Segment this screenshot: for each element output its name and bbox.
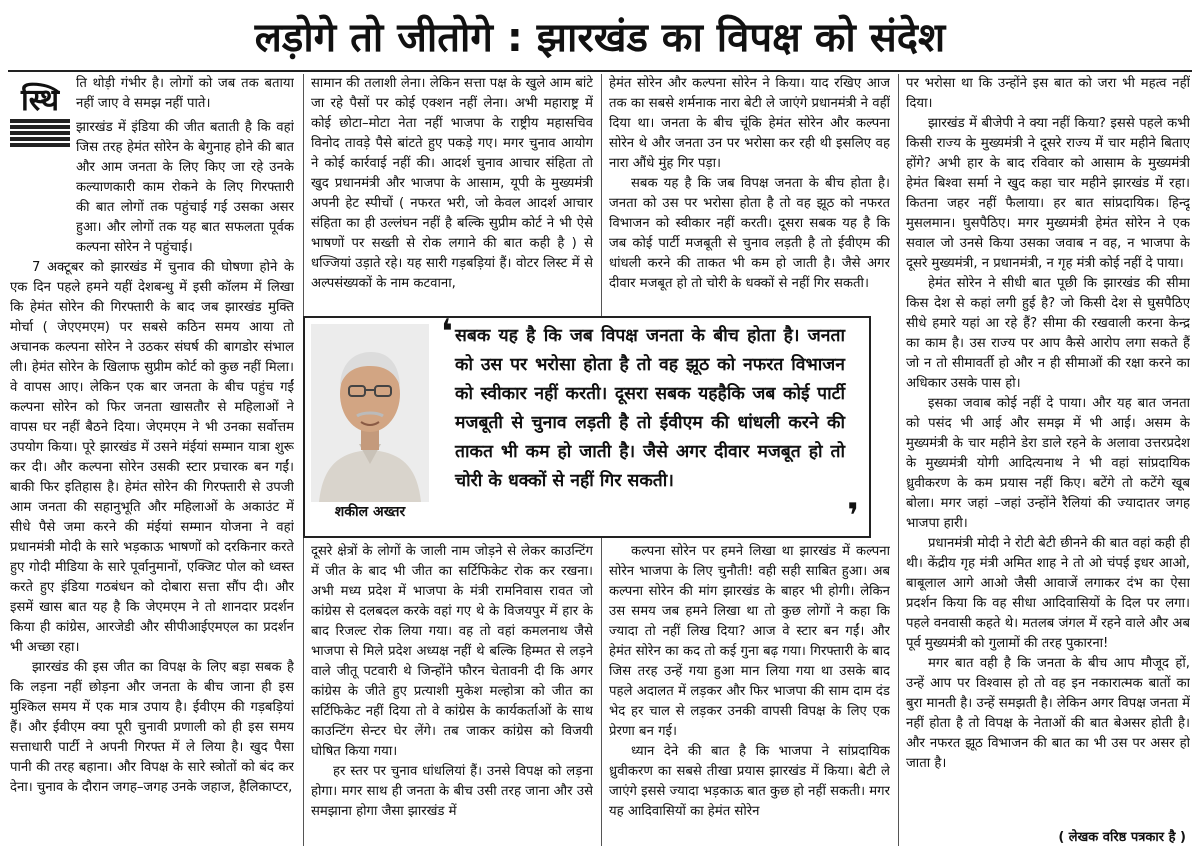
paragraph: इसका जवाब कोई नहीं दे पाया। और यह बात जनता को पसंद भी आई और समझ में भी आई। असम के मुख्यमंत्री के चार महीने डेरा डाले रहने के अलावा उत्तरप्रदेश के मुख्यमंत्री योगी आदित्यनाथ ने भी वहां सांप्रदायिक ध्रुवीकरण के कम प्रयास नहीं किए। बटेंगे तो कटेंगे खूब बोला। मगर जहां –जहां उन्होंने रैलियां की ज्यादातर जगह भाजपा हारी। xyxy=(906,396,1190,531)
author-byline: ( लेखक वरिष्ठ पत्रकार है ) xyxy=(1058,830,1186,845)
paragraph: झारखंड की इस जीत का विपक्ष के लिए बड़ा सबक है कि लड़ना नहीं छोड़ना और जनता के बीच जाना ही इस मुश्किल समय में एक मात्र उपाय है। ईवीएम की गड़बड़ियां हैं। और ईवीएम क्या पूरी चुनावी प्रणाली को ही इस समय सत्ताधारी पार्टी ने अपनी गिरफ्त में ले लिया है। खुद पैसा पानी की तरह बहाना। और विपक्ष के सारे स्त्रोतों को बंद कर देना। चुनाव के दौरान जगह–जगह उनके जहाज, हैलिकाप्टर, xyxy=(10,660,294,795)
paragraph: ति थोड़ी गंभीर है। लोगों को जब तक बताया नहीं जाए वे समझ नहीं पाते। xyxy=(76,76,294,111)
close-quote-icon: ❜ xyxy=(847,496,859,536)
author-name: शकील अख्तर xyxy=(334,504,406,520)
paragraph: पर भरोसा था कि उन्होंने इस बात को जरा भी महत्व नहीं दिया। xyxy=(906,76,1190,111)
column-2-bottom xyxy=(311,542,593,848)
paragraph: हर स्तर पर चुनाव धांधलियां हैं। उनसे विपक्ष को लड़ना होगा। मगर साथ ही जनता के बीच उसी तरह जाना और उसे समझाना होगा जैसा झारखंड में xyxy=(311,764,593,819)
paragraph: हेमंत सोरेन ने सीधी बात पूछी कि झारखंड की सीमा किस देश से कहां लगी हुई है? जो किसी देश से घुसपैठिए सीधे हमारे यहां आ रहे हैं? सीमा की रखवाली करना केन्द्र का काम है। उस राज्य पर आप कैसे आरोप लगा सकते हैं जो न तो सीमावर्ती हो और न ही सीमाओं की रक्षा करने का अधिकार उसके पास हो। xyxy=(906,276,1190,391)
paragraph: झारखंड में इंडिया की जीत बताती है कि वहां जिस तरह हेमंत सोरेन के बेगुनाह होने की बात और आम जनता के लिए किए जा रहे उनके कल्याणकारी काम रोकने के लिए गिरफ्तारी की बात लोगों तक पहुंचाई गई उसका असर हुआ। और लोगों तक यह बात सफलता पूर्वक कल्पना सोरेन ने पहुंचाई। xyxy=(76,120,294,255)
headline-rule xyxy=(8,70,1192,72)
column-divider xyxy=(601,74,602,316)
pull-quote-text: सबक यह है कि जब विपक्ष जनता के बीच होता है। जनता को उस पर भरोसा होता है तो वह झूठ को नफरत विभाजन को स्वीकार नहीं करती। दूसरा सबक यहहैकि जब कोई पार्टी मजबूती से चुनाव लड़ती है तो ईवीएम की धांधली करने की ताकत भी कम हो जाती है। जैसे अगर दीवार मजबूत हो तो चोरी के धक्कों से नहीं गिर सकती। xyxy=(455,326,845,491)
paragraph: 7 अक्टूबर को झारखंड में चुनाव की घोषणा होने के एक दिन पहले हमने यहीं देशबन्धु में इसी कॉलम में लिखा कि हेमंत सोरेन की गिरफ्तारी के बाद जब झारखंड मुक्ति मोर्चा ( जेएएमएम) पर सबसे कठिन समय आया तो अचानक कल्पना सोरेन ने उठकर संघर्ष की बागडोर संभाल ली। हेमंत सोरेन के खिलाफ सुप्रीम कोर्ट को कुछ नहीं मिला। वे वापस आए। लेकिन एक बार जनता के बीच पहुंच गईं कल्पना सोरेन को फिर जनता खासतौर से महिलाओं ने वापस घर नहीं बैठने दिया। जेएमएम ने भी उनका सर्वोत्तम उपयोग किया। पूरे झारखंड में उसने मंईयां सम्मान यात्रा शुरू कर दी। और कल्पना सोरेन उसकी स्टार प्रचारक बन गईं। बाकी फिर इतिहास है। हेमंत सोरेन की गिरफ्तारी से उपजी आम जनता की सहानुभूति और महिलाओं के अकाउंट में सीधे पैसे जमा करने की मंईयां सम्मान योजना ने वहां प्रधानमंत्री मोदी के सारे भड़काऊ भाषणों को दरकिनार करते हुए गोदी मीडिया के सारे पूर्वानुमानों, एक्जिट पोल को ध्वस्त करते हुए इंडिया गठबंधन को दोबारा सत्ता सौंप दी। और इसमें खास बात यह है कि जेएमएम ने तो शानदार प्रदर्शन किया ही कांग्रेस, आरजेडी और सीपीआईएमएल का प्रदर्शन भी अच्छा रहा। xyxy=(10,260,294,655)
column-3-bottom xyxy=(609,542,890,848)
open-quote-icon: ❛ xyxy=(441,312,453,352)
column-divider xyxy=(601,538,602,846)
paragraph: सबक यह है कि जब विपक्ष जनता के बीच होता है। जनता को उस पर भरोसा होता है तो वह झूठ को नफरत विभाजन को स्वीकार नहीं करती। दूसरा सबक यह है कि जब कोई पार्टी मजबूती से चुनाव लड़ती है तो ईवीएम की धांधली करने की ताकत भी कम हो जाती है। जैसे अगर दीवार मजबूत हो तो चोरी के धक्कों से नहीं गिर सकती। xyxy=(609,176,890,291)
headline: लड़ोगे तो जीतोगे : झारखंड का विपक्ष को संदेश xyxy=(254,14,946,61)
column-1 xyxy=(10,118,294,848)
column-4 xyxy=(906,74,1190,824)
paragraph: सामान की तलाशी लेना। लेकिन सत्ता पक्ष के खुले आम बांटे जा रहे पैसों पर कोई एक्शन नहीं लेना। अभी महाराष्ट्र में कोई छोटा–मोटा नेता नहीं भाजपा के राष्ट्रीय महासचिव विनोद तावड़े पैसे बांटते हुए पकड़े गए। मगर चुनाव आयोग ने कोई कार्रवाई नहीं की। आदर्श चुनाव आचार संहिता तो खुद प्रधानमंत्री और भाजपा के आसाम, यूपी के मुख्यमंत्री अपनी हेट स्पीचों ( नफरत भरी, जो केवल आदर्श आचार संहिता का ही उल्लंघन नहीं है बल्कि सुप्रीम कोर्ट ने भी ऐसे भाषणों पर सख्ती से रोक लगाने की बात कही है ) से धज्जियां उड़ाते रहे। यह सारी गड़बड़ियां हैं। वोटर लिस्ट में से अल्पसंख्यकों के नाम कटवाना, xyxy=(311,76,593,291)
paragraph: दूसरे क्षेत्रों के लोगों के जाली नाम जोड़ने से लेकर काउन्टिंग में जीत के बाद भी जीत का सर्टिफिकेट रोक कर रखना। अभी मध्य प्रदेश में भाजपा के मंत्री रामनिवास रावत जो कांग्रेस से दलबदल करके वहां गए थे के विजयपुर में हार के बाद रिजल्ट रोक लिया गया। वह तो वहां कमलनाथ जैसे भाजपा से मिले प्रदेश अध्यक्ष नहीं थे बल्कि हिम्मत से लड़ने वाले जीतू पटवारी थे जिन्होंने फौरन चेतावनी दी कि अगर कांग्रेस के जीते हुए प्रत्याशी मुकेश मल्होत्रा को जीत का सर्टिफिकेट नहीं दिया तो वे कांग्रेस के कार्यकर्ताओं के साथ काउन्टिंग सेन्टर घेर लेंगे। तब जाकर कांग्रेस को विजयी घोषित किया गया। xyxy=(311,544,593,759)
paragraph: ध्यान देने की बात है कि भाजपा ने सांप्रदायिक ध्रुवीकरण का सबसे तीखा प्रयास झारखंड में किया। बेटी ले जाएंगे इससे ज्यादा भड़काऊ बात कुछ हो नहीं सकती। मगर यह आदिवासियों का हेमंत सोरेन xyxy=(609,744,890,819)
paragraph: प्रधानमंत्री मोदी ने रोटी बेटी छीनने की बात वहां कही ही थी। केंद्रीय गृह मंत्री अमित शाह ने तो ओ चंपई इधर आओ, बाबूलाल आगे आओ जैसी आवाजें लगाकर दंभ का ऐसा प्रदर्शन किया कि वह सीधा आदिवासियों के दिल पर लगा। पहले वनवासी कहते थे। मतलब जंगल में रहने वाले और अब पूर्व मुख्यमंत्री को गुलामों की तरह पुकारना! xyxy=(906,536,1190,651)
column-divider xyxy=(898,74,899,846)
paragraph: हेमंत सोरेन और कल्पना सोरेन ने किया। याद रखिए आज तक का सबसे शर्मनाक नारा बेटी ले जाएंगे प्रधानमंत्री ने वहीं दिया था। जनता के बीच चूंकि हेमंत सोरेन और कल्पना सोरेन थे और जनता उन पर भरोसा कर रही थी इसलिए वह नारा औंधे मुंह गिर पड़ा। xyxy=(609,76,890,171)
column-divider xyxy=(303,74,304,316)
column-3-top xyxy=(609,74,890,312)
pull-quote-box xyxy=(303,312,871,538)
paragraph: कल्पना सोरेन पर हमने लिखा था झारखंड में कल्पना सोरेन भाजपा के लिए चुनौती! वही सही साबित हुआ। अब कल्पना सोरेन की मांग झारखंड के बाहर भी होगी। लेकिन उस समय जब हमने लिखा था तो कुछ लोगों ने कहा कि ज्यादा तो नहीं लिख दिया? आज वे स्टार बन गईं। और हेमंत सोरेन का कद तो कई गुना बढ़ गया। गिरफ्तारी के बाद जिस तरह उन्हें गया हुआ मान लिया गया था उसके बाद पहले अदालत में लड़कर और फिर भाजपा की साम दाम दंड भेद हर चाल से लड़कर उनकी वापसी विपक्ष के लिए एक प्रेरणा बन गई। xyxy=(609,544,890,739)
column-2-top xyxy=(311,74,593,312)
logo-letter: स्थि xyxy=(20,82,59,118)
paragraph: मगर बात वही है कि जनता के बीच आप मौजूद हों, उन्हें आप पर विश्वास हो तो वह इन नकारात्मक बातों का बुरा मानती है। उन्हें समझती है। लेकिन अगर विपक्ष जनता में नहीं होता है तो विपक्ष के नेताओं की बात बेअसर होती है। और नफरत झूठ विभाजन की बात का भी उस पर असर हो जाता है। xyxy=(906,656,1190,771)
author-photo xyxy=(311,324,429,502)
paragraph: झारखंड में बीजेपी ने क्या नहीं किया? इससे पहले कभी किसी राज्य के मुख्यमंत्री ने दूसरे राज्य में चार महीने बिताए होंगे? अभी हार के बाद रविवार को आसाम के मुख्यमंत्री हेमंत बिश्वा सर्मा ने खुद कहा चार महीने झारखंड में रहा। कितना जहर नहीं फैलाया। हर बात सांप्रदायिक। हिन्दू मुसलमान। घुसपैठिए। मगर मुख्यमंत्री हेमंत सोरेन ने एक सवाल जो उनसे किया उसका जवाब न वह, न भाजपा के दूसरे मुख्यमंत्री, न प्रधानमंत्री, न गृह मंत्री कोई नहीं दे पाया। xyxy=(906,116,1190,271)
author-portrait-image xyxy=(311,324,429,502)
column-divider xyxy=(303,538,304,846)
